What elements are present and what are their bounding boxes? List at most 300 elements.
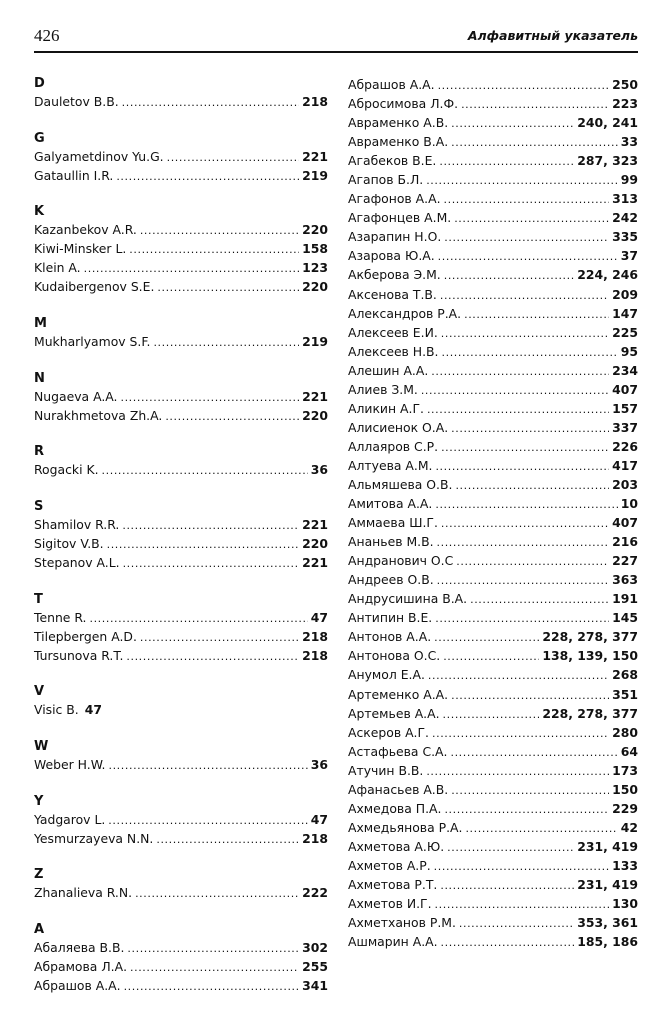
- page-references: 407: [612, 381, 638, 397]
- index-entry: [34, 148, 328, 167]
- author-name: Ананьев М.В.: [348, 534, 434, 550]
- page-references: 231, 419: [577, 876, 638, 892]
- author-name: Weber H.W.: [34, 757, 106, 773]
- dot-leader: [129, 241, 299, 260]
- page-references: 240, 241: [577, 115, 638, 131]
- dot-leader: [426, 171, 618, 190]
- dot-leader: [84, 260, 300, 279]
- author-name: Аммаева Ш.Г.: [348, 515, 438, 531]
- author-name: Абрамова Л.А.: [34, 959, 128, 975]
- index-entry: [348, 113, 638, 132]
- letter-group: [34, 129, 328, 186]
- page-references: 417: [612, 457, 638, 473]
- dot-leader: [108, 812, 307, 831]
- page-references: 228, 278, 377: [542, 629, 638, 645]
- author-name: Ахметов И.Г.: [348, 896, 432, 912]
- index-entry: [34, 939, 328, 958]
- page-references: 234: [612, 362, 638, 378]
- letter-group: [34, 682, 328, 720]
- index-entry: [348, 285, 638, 304]
- index-entry: [348, 570, 638, 589]
- dot-leader: [464, 305, 609, 324]
- dot-leader: [122, 517, 299, 536]
- dot-leader: [153, 334, 299, 353]
- dot-leader: [165, 408, 299, 427]
- index-entry: [348, 894, 638, 913]
- index-entry: [348, 494, 638, 513]
- author-name: Nurakhmetova Zh.A.: [34, 407, 163, 423]
- dot-leader: [124, 978, 300, 997]
- dot-leader: [440, 876, 574, 895]
- page-references: 227: [612, 553, 638, 569]
- dot-leader: [461, 95, 609, 114]
- page-references: 64: [620, 743, 638, 759]
- author-name: Visic B.: [34, 702, 79, 718]
- dot-leader: [108, 757, 307, 776]
- page-references: 138, 139, 150: [542, 648, 638, 664]
- page-references: 218: [302, 628, 328, 644]
- page-number: 426: [34, 26, 60, 45]
- author-name: Mukharlyamov S.F.: [34, 333, 151, 349]
- author-name: Tursunova R.T.: [34, 647, 124, 663]
- index-entry: [34, 259, 328, 278]
- author-name: Kiwi-Minsker L.: [34, 241, 127, 257]
- author-name: Артеменко А.А.: [348, 686, 449, 702]
- author-name: Антонов А.А.: [348, 629, 432, 645]
- author-name: Аскеров А.Г.: [348, 724, 429, 740]
- dot-leader: [102, 462, 308, 481]
- page-references: 216: [612, 534, 638, 550]
- author-name: Алиев З.М.: [348, 381, 418, 397]
- index-entry: [348, 170, 638, 189]
- index-entry: [34, 554, 328, 573]
- author-name: Shamilov R.R.: [34, 517, 120, 533]
- section-letter: N: [34, 370, 45, 386]
- page-references: 33: [620, 134, 638, 150]
- page-references: 191: [612, 591, 638, 607]
- author-name: Авраменко А.В.: [348, 115, 449, 131]
- section-letter: R: [34, 444, 45, 460]
- index-entry: [348, 75, 638, 94]
- dot-leader: [427, 400, 609, 419]
- author-name: Афанасьев А.В.: [348, 781, 449, 797]
- dot-leader: [156, 831, 299, 850]
- dot-leader: [435, 495, 617, 514]
- page-references: 224, 246: [577, 267, 638, 283]
- author-name: Аликин А.Г.: [348, 400, 424, 416]
- index-entry: [348, 132, 638, 151]
- dot-leader: [435, 609, 609, 628]
- author-name: Алтуева А.М.: [348, 457, 433, 473]
- index-entry: [348, 265, 638, 284]
- index-entry: [348, 589, 638, 608]
- index-entry: [348, 646, 638, 665]
- author-name: Авраменко В.А.: [348, 134, 449, 150]
- page-references: 219: [302, 167, 328, 183]
- page-references: 335: [612, 229, 638, 245]
- author-name: Алешин А.А.: [348, 362, 429, 378]
- author-name: Ахмедьянова Р.А.: [348, 819, 463, 835]
- dot-leader: [443, 705, 540, 724]
- index-entry: [348, 361, 638, 380]
- author-name: Андреев О.В.: [348, 572, 434, 588]
- index-entry: [348, 456, 638, 475]
- index-entry: [348, 932, 638, 951]
- index-entry: [34, 388, 328, 407]
- index-entry: [34, 811, 328, 830]
- index-entry: [34, 647, 328, 666]
- page-references: 228, 278, 377: [542, 705, 638, 721]
- dot-leader: [437, 571, 609, 590]
- index-entry: [34, 167, 328, 186]
- section-letter: T: [34, 591, 43, 607]
- page-references: 242: [612, 210, 638, 226]
- dot-leader: [451, 781, 609, 800]
- page-references: 99: [620, 172, 638, 188]
- page-references: 203: [612, 476, 638, 492]
- dot-leader: [455, 476, 609, 495]
- dot-leader: [454, 209, 609, 228]
- dot-leader: [120, 389, 299, 408]
- author-name: Rogacki K.: [34, 462, 99, 478]
- section-letter: Z: [34, 867, 44, 883]
- dot-leader: [438, 247, 618, 266]
- author-name: Ахметов А.Р.: [348, 857, 431, 873]
- index-entry: [34, 628, 328, 647]
- page-references: 218: [302, 830, 328, 846]
- dot-leader: [444, 190, 610, 209]
- running-title: Алфавитный указатель: [467, 28, 638, 43]
- running-header: [34, 26, 638, 48]
- index-entry: [348, 704, 638, 723]
- index-entry: [348, 475, 638, 494]
- dot-leader: [123, 555, 300, 574]
- author-name: Азарова Ю.А.: [348, 248, 435, 264]
- dot-leader: [443, 647, 539, 666]
- dot-leader: [456, 552, 609, 571]
- page-references: 36: [310, 462, 328, 478]
- index-entry: [348, 875, 638, 894]
- page-references: 218: [302, 647, 328, 663]
- index-entry: [348, 437, 638, 456]
- dot-leader: [444, 228, 609, 247]
- letter-group: [34, 74, 328, 112]
- index-entry: [348, 246, 638, 265]
- page-references: 363: [612, 572, 638, 588]
- dot-leader: [107, 536, 300, 555]
- index-entry: [34, 884, 328, 903]
- dot-leader: [439, 152, 574, 171]
- dot-leader: [438, 76, 610, 95]
- page-references: 221: [302, 388, 328, 404]
- author-name: Dauletov B.B.: [34, 94, 119, 109]
- dot-leader: [451, 419, 609, 438]
- dot-leader: [116, 168, 299, 187]
- dot-leader: [444, 266, 575, 285]
- page-references: 220: [302, 407, 328, 423]
- page-references: 229: [612, 800, 638, 816]
- dot-leader: [140, 222, 299, 241]
- author-name: Klein A.: [34, 260, 81, 276]
- section-letter: S: [34, 499, 44, 515]
- index-entry: [348, 608, 638, 627]
- dot-leader: [434, 857, 609, 876]
- section-letter: M: [34, 315, 47, 331]
- section-letter: Y: [34, 793, 44, 809]
- author-name: Антипин В.Е.: [348, 610, 433, 626]
- author-name: Yesmurzayeva N.N.: [34, 830, 154, 846]
- index-entry: [348, 627, 638, 646]
- page-references: 287, 323: [577, 153, 638, 169]
- letter-group: [34, 865, 328, 903]
- letter-group: [34, 590, 328, 666]
- author-name: Акберова Э.М.: [348, 267, 441, 283]
- page-references: 219: [302, 333, 328, 349]
- author-name: Абросимова Л.Ф.: [348, 96, 459, 112]
- dot-leader: [450, 743, 617, 762]
- author-name: Алексеев Е.И.: [348, 324, 438, 340]
- dot-leader: [435, 895, 610, 914]
- page-references: 268: [612, 667, 638, 683]
- section-letter: A: [34, 922, 45, 938]
- index-entry: [34, 221, 328, 240]
- index-column-left: [34, 74, 328, 1013]
- index-column-right: [348, 75, 638, 951]
- page-references: 223: [612, 96, 638, 112]
- index-entry: [34, 516, 328, 535]
- author-name: Агапов Б.Л.: [348, 172, 424, 188]
- page-references: 220: [302, 279, 328, 295]
- dot-leader: [441, 514, 609, 533]
- author-name: Tenne R.: [34, 609, 87, 625]
- dot-leader: [451, 133, 618, 152]
- page-references: 226: [612, 438, 638, 454]
- page-references: 150: [612, 781, 638, 797]
- page-references: 209: [612, 286, 638, 302]
- dot-leader: [167, 149, 300, 168]
- page-references: 145: [612, 610, 638, 626]
- author-name: Zhanalieva R.N.: [34, 885, 133, 901]
- author-name: Атучин В.В.: [348, 762, 424, 778]
- index-entry: [34, 240, 328, 259]
- index-entry: [34, 407, 328, 426]
- index-entry: [348, 323, 638, 342]
- author-name: Азарапин Н.О.: [348, 229, 442, 245]
- index-entry: [348, 913, 638, 932]
- author-name: Ахметханов Р.М.: [348, 915, 456, 931]
- dot-leader: [435, 457, 609, 476]
- author-name: Ахметова Р.Т.: [348, 876, 438, 892]
- page-references: 218: [302, 94, 328, 109]
- dot-leader: [140, 629, 299, 648]
- section-letter: V: [34, 684, 45, 700]
- index-entry: [34, 93, 328, 112]
- dot-leader: [432, 724, 609, 743]
- page-references: 173: [612, 762, 638, 778]
- index-entry: [348, 780, 638, 799]
- dot-leader: [426, 762, 609, 781]
- dot-leader: [442, 343, 618, 362]
- dot-leader: [451, 686, 609, 705]
- page-references: 280: [612, 724, 638, 740]
- page-references: 221: [302, 554, 328, 570]
- author-name: Алексеев Н.В.: [348, 343, 439, 359]
- index-entry: [34, 756, 328, 775]
- index-entry: [348, 227, 638, 246]
- dot-leader: [421, 381, 609, 400]
- author-name: Аллаяров С.Р.: [348, 438, 439, 454]
- page-references: 133: [612, 857, 638, 873]
- index-entry: [348, 418, 638, 437]
- dot-leader: [130, 959, 299, 978]
- dot-leader: [459, 914, 574, 933]
- index-entry: [348, 723, 638, 742]
- index-entry: [34, 278, 328, 297]
- index-entry: [34, 535, 328, 554]
- author-name: Агафонцев А.М.: [348, 210, 452, 226]
- author-name: Kazanbekov A.R.: [34, 222, 137, 238]
- author-name: Абаляева В.В.: [34, 940, 125, 956]
- author-name: Gataullin I.R.: [34, 167, 114, 183]
- page-references: 185, 186: [577, 934, 638, 950]
- page-references: 36: [310, 757, 328, 773]
- section-letter: D: [34, 76, 45, 91]
- index-entry: [348, 532, 638, 551]
- index-entry: [348, 399, 638, 418]
- index-entry: [348, 799, 638, 818]
- dot-leader: [157, 279, 299, 298]
- page-references: 42: [620, 819, 638, 835]
- page-references: 407: [612, 515, 638, 531]
- index-entry: [348, 742, 638, 761]
- page-references: 341: [302, 978, 328, 994]
- author-name: Аксенова Т.В.: [348, 286, 437, 302]
- letter-group: [34, 497, 328, 573]
- page-references: 37: [620, 248, 638, 264]
- page-references: 353, 361: [577, 915, 638, 931]
- author-name: Абрашов А.А.: [348, 77, 435, 92]
- letter-group: [34, 202, 328, 297]
- dot-leader: [465, 819, 617, 838]
- index-entry: [348, 94, 638, 113]
- dot-leader: [437, 533, 610, 552]
- page-references: 351: [612, 686, 638, 702]
- dot-leader: [451, 114, 574, 133]
- dot-leader: [122, 94, 299, 113]
- index-entry: [348, 151, 638, 170]
- page-references: 158: [302, 241, 328, 257]
- index-entry: [348, 189, 638, 208]
- author-name: Абрашов А.А.: [34, 978, 121, 994]
- index-entry: [348, 856, 638, 875]
- page-references: 147: [612, 305, 638, 321]
- page-references: 220: [302, 536, 328, 552]
- index-entry: [348, 761, 638, 780]
- author-name: Tilepbergen A.D.: [34, 628, 137, 644]
- letter-group: [34, 442, 328, 480]
- section-letter: G: [34, 130, 45, 146]
- page-references: 250: [612, 77, 638, 92]
- index-entry: [348, 818, 638, 837]
- dot-leader: [441, 324, 609, 343]
- dot-leader: [440, 286, 609, 305]
- page-references: 302: [302, 940, 328, 956]
- index-entry: [34, 461, 328, 480]
- page-references: 222: [302, 885, 328, 901]
- letter-group: [34, 920, 328, 996]
- author-name: Агабеков В.Е.: [348, 153, 437, 169]
- page-references: 95: [620, 343, 638, 359]
- index-entry: [34, 701, 328, 720]
- index-entry: [34, 958, 328, 977]
- dot-leader: [434, 628, 539, 647]
- index-entry: [348, 208, 638, 227]
- index-entry: [348, 665, 638, 684]
- page-references: 47: [310, 609, 328, 625]
- index-entry: [348, 551, 638, 570]
- page-references: 130: [612, 896, 638, 912]
- author-name: Астафьева С.А.: [348, 743, 448, 759]
- index-entry: [34, 977, 328, 996]
- page-references: 313: [612, 191, 638, 207]
- index-entry: [34, 609, 328, 628]
- header-rule: [34, 51, 638, 53]
- index-entry: [34, 830, 328, 849]
- page-references: 231, 419: [577, 838, 638, 854]
- author-name: Андранович О.С: [348, 553, 454, 569]
- author-name: Андрусишина В.А.: [348, 591, 468, 607]
- index-entry: [348, 513, 638, 532]
- dot-leader: [441, 933, 575, 952]
- page-references: 255: [302, 959, 328, 975]
- letter-group: [34, 737, 328, 775]
- page-references: 221: [302, 148, 328, 164]
- dot-leader: [441, 438, 609, 457]
- dot-leader: [135, 885, 299, 904]
- index-entry: [34, 333, 328, 352]
- dot-leader: [444, 800, 609, 819]
- dot-leader: [431, 362, 609, 381]
- letter-group: [34, 792, 328, 849]
- page-references: 220: [302, 222, 328, 238]
- page-references: 225: [612, 324, 638, 340]
- page-references: 47: [84, 702, 102, 718]
- dot-leader: [126, 648, 299, 667]
- author-name: Stepanov A.L.: [34, 554, 120, 570]
- author-name: Анумол Е.А.: [348, 667, 425, 683]
- page-references: 337: [612, 419, 638, 435]
- index-entry: [348, 380, 638, 399]
- dot-leader: [89, 610, 307, 629]
- author-name: Агафонов А.А.: [348, 191, 441, 207]
- index-entry: [348, 837, 638, 856]
- section-letter: K: [34, 204, 45, 220]
- author-name: Ахметова А.Ю.: [348, 838, 445, 854]
- author-name: Амитова А.А.: [348, 496, 433, 512]
- index-entry: [348, 342, 638, 361]
- author-name: Алисиенок О.А.: [348, 419, 449, 435]
- dot-leader: [127, 940, 299, 959]
- dot-leader: [470, 590, 609, 609]
- author-name: Galyametdinov Yu.G.: [34, 148, 164, 164]
- author-name: Yadgarov L.: [34, 811, 106, 827]
- author-name: Антонова О.С.: [348, 648, 441, 664]
- author-name: Альмяшева О.В.: [348, 476, 453, 492]
- author-name: Sigitov V.B.: [34, 536, 104, 552]
- page-references: 47: [310, 811, 328, 827]
- section-letter: W: [34, 739, 49, 755]
- author-name: Артемьев А.А.: [348, 705, 440, 721]
